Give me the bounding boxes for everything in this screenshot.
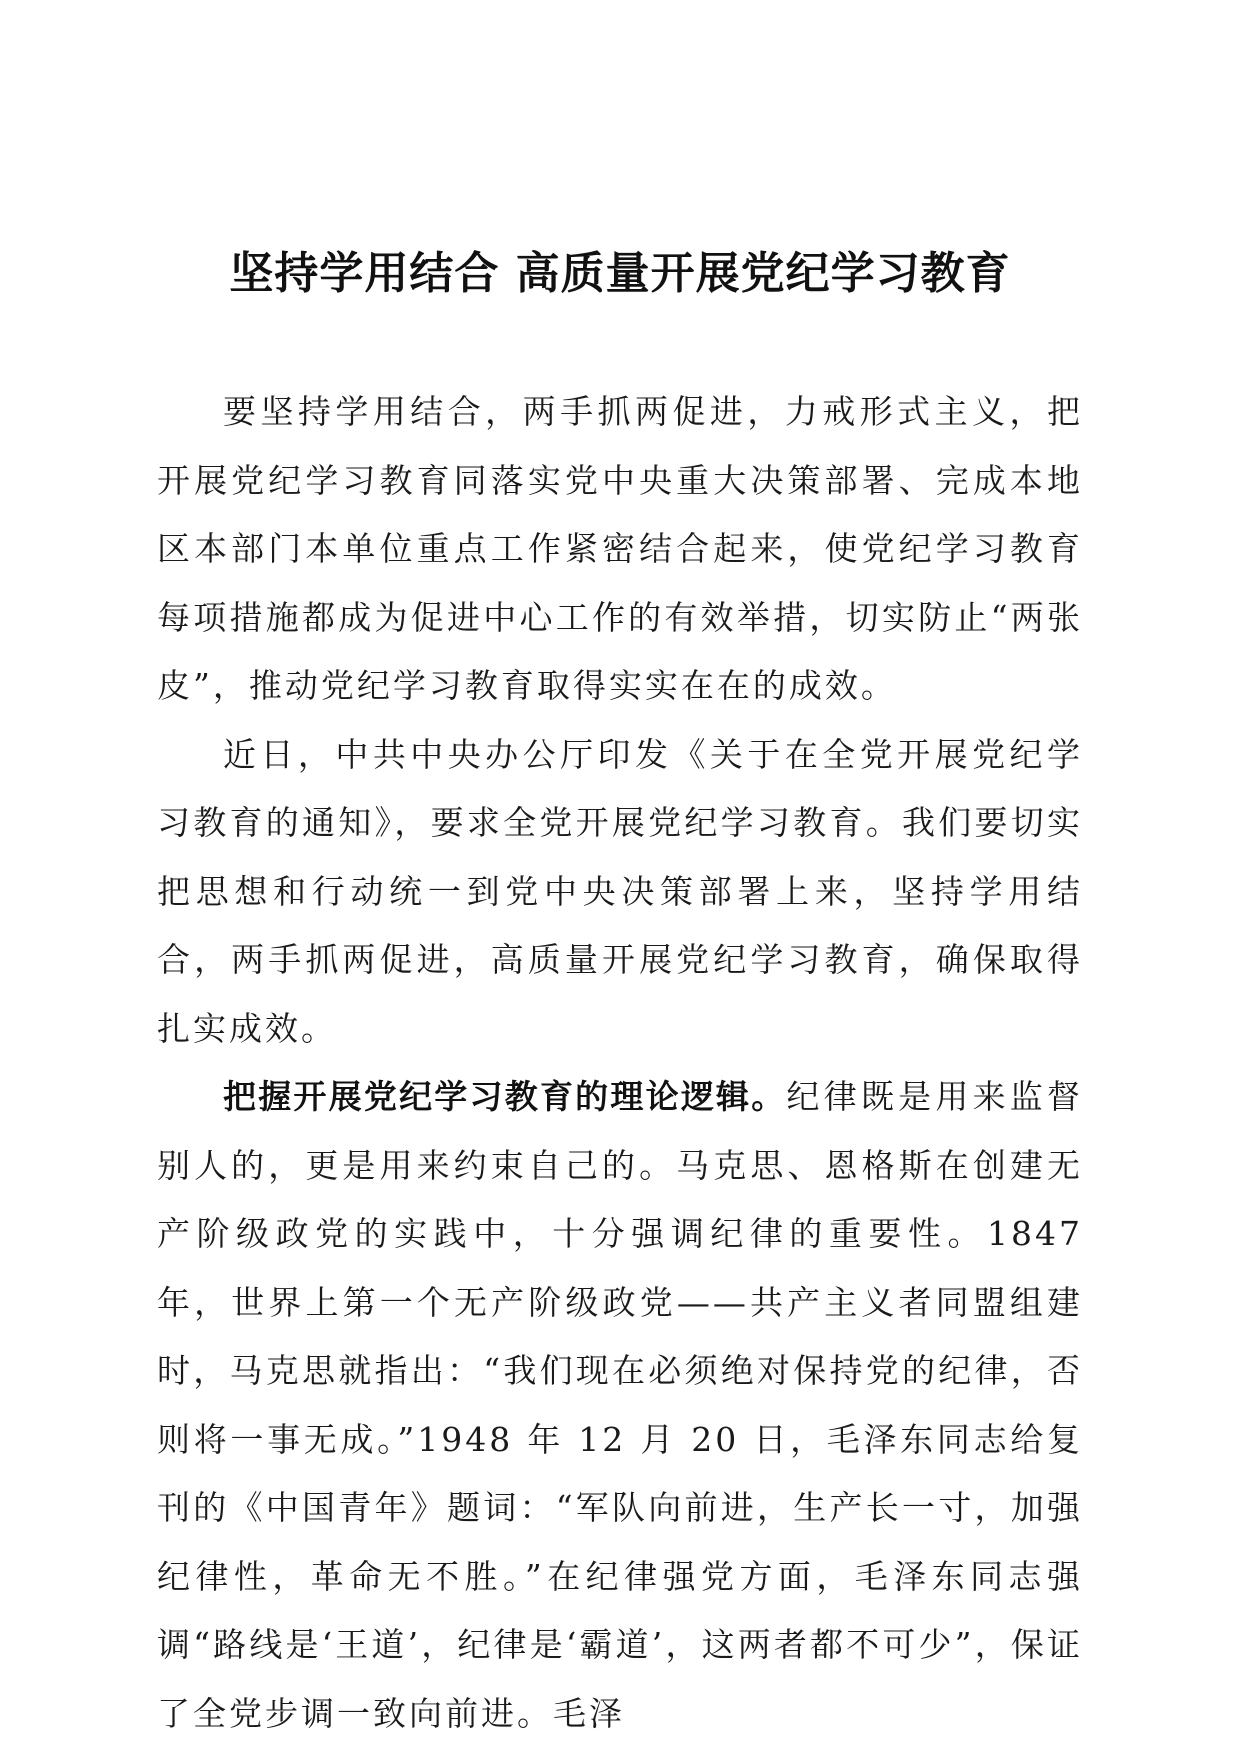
document-body: [157, 378, 1083, 1748]
paragraph-1: [157, 378, 1083, 721]
paragraph-3: [157, 1063, 1083, 1748]
paragraph-2-text: 近日，中共中央办公厅印发《关于在全党开展党纪学习教育的通知》，要求全党开展党纪学习教育。我们要切实把思想和行动统一到党中央决策部署上来，坚持学用结合，两手抓两促进，高质量开展党纪学习教育，确保取得扎实成效。: [157, 734, 1083, 1048]
paragraph-3-lead-heading: 把握开展党纪学习教育的理论逻辑。: [223, 1077, 787, 1116]
paragraph-1-text: 要坚持学用结合，两手抓两促进，力戒形式主义，把开展党纪学习教育同落实党中央重大决策部署、完成本地区本部门本单位重点工作紧密结合起来，使党纪学习教育每项措施都成为促进中心工作的有效举措，切实防止“两张皮”，推动党纪学习教育取得实实在在的成效。: [157, 392, 1083, 705]
paragraph-3-text: 纪律既是用来监督别人的，更是用来约束自己的。马克思、恩格斯在创建无产阶级政党的实践中，十分强调纪律的重要性。1847 年，世界上第一个无产阶级政党——共产主义者同盟组建时，马克思就指出：“我们现在必须绝对保持党的纪律，否则将一事无成。”1948 年 12 月 20 日，毛泽东同志给复刊的《中国青年》题词：“军队向前进，生产长一寸，加强纪律性，革命无不胜。”在纪律强党方面，毛泽东同志强调“路线是‘王道’，纪律是‘霸道’，这两者都不可少”，保证了全党步调一致向前进。毛泽: [157, 1077, 1084, 1733]
paragraph-2: [157, 721, 1083, 1064]
document-title: 坚持学用结合 高质量开展党纪学习教育: [229, 248, 1011, 299]
